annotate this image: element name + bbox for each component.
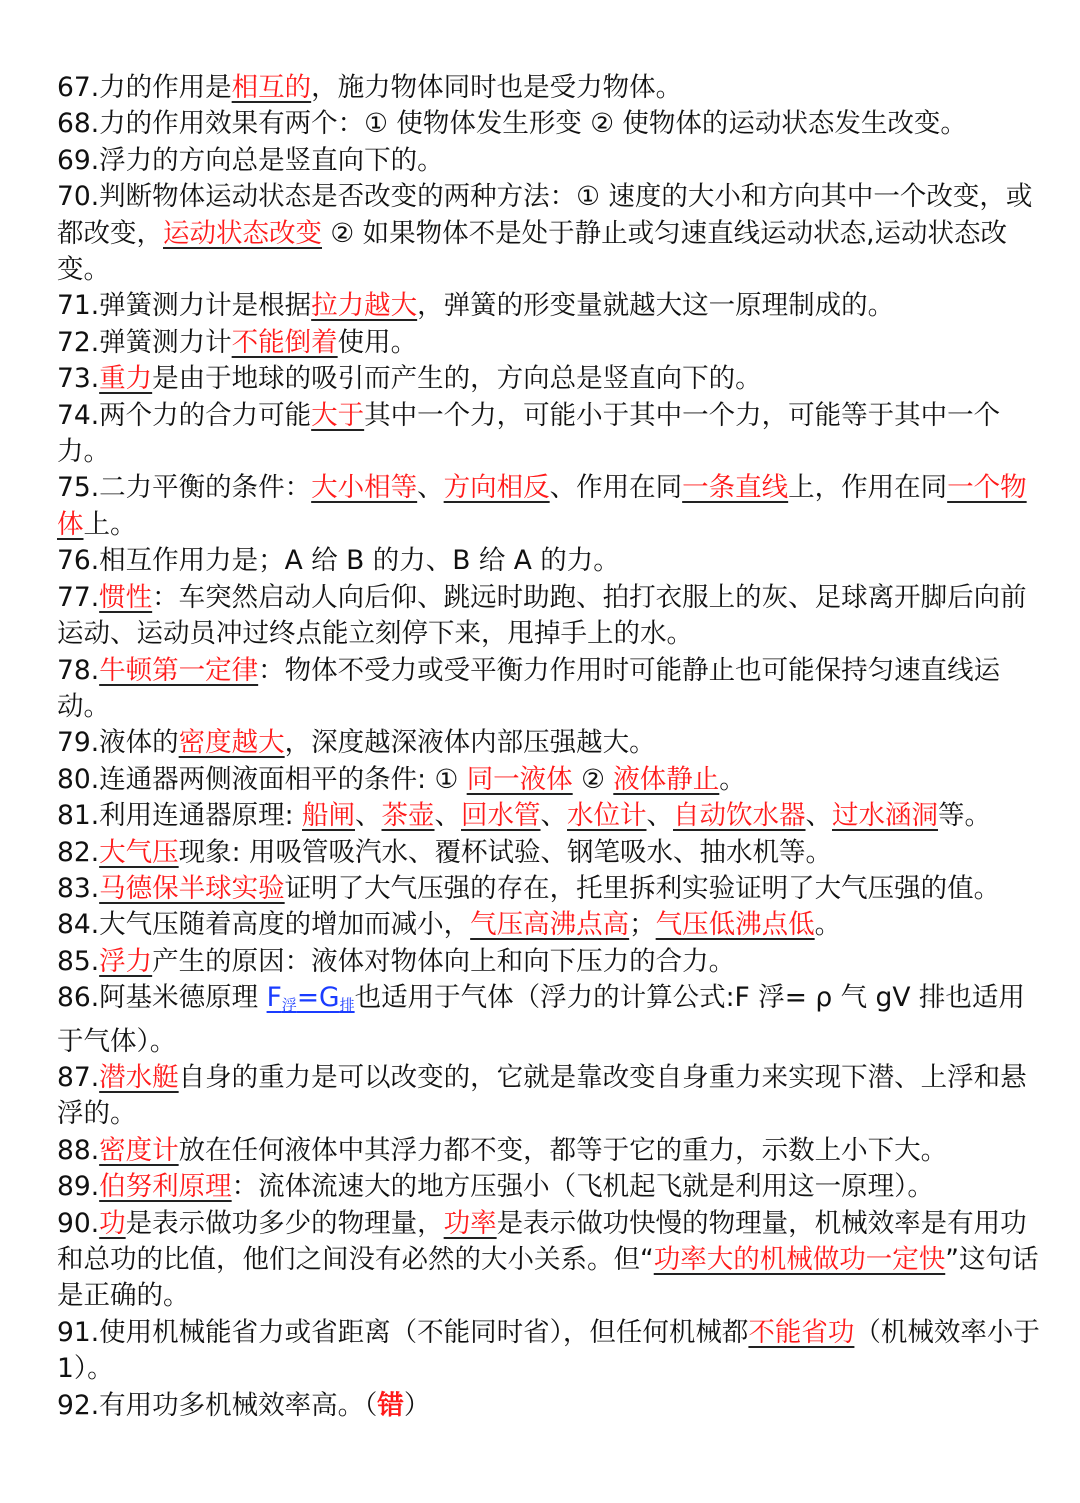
list-item-77 (57, 580, 1040, 653)
key-term: 马德保半球实验 (99, 872, 285, 904)
text-segment: ② 如果物体不是处于静止或匀速直线运动状态,运动状态改变。 (57, 217, 1008, 286)
key-term: 拉力越大 (311, 290, 418, 322)
text-segment: 现象: 用吸管吸汽水、覆杯试验、钢笔吸水、抽水机等。 (178, 836, 833, 868)
list-item-91 (57, 1315, 1040, 1388)
text-segment: 使用。 (337, 326, 418, 358)
key-term: 潜水艇 (99, 1061, 179, 1093)
text-segment: ，深度越深液体内部压强越大。 (284, 727, 656, 759)
list-item-85 (57, 944, 1040, 980)
list-item-86 (57, 980, 1040, 1060)
list-item-81 (57, 798, 1040, 834)
text-segment: 92.有用功多机械效率高。（ (57, 1389, 378, 1421)
key-term: 重力 (99, 363, 153, 395)
text-segment: 等。 (938, 800, 991, 832)
text-segment: 82. (57, 836, 100, 868)
text-segment: 72.弹簧测力计 (57, 326, 232, 358)
list-item-83 (57, 871, 1040, 907)
list-item-87 (57, 1060, 1040, 1133)
key-term: 密度计 (99, 1134, 179, 1166)
key-term: 船闸 (302, 800, 355, 832)
text-segment: 70.判断物体运动状态是否改变的两种方法：① 速度的大小和方向其中一个改变，或都改变， (57, 181, 1033, 249)
text-segment: 也适用于气体（浮力的计算公式:F 浮= ρ 气 gV 排也适用于气体）。 (57, 982, 1025, 1057)
key-term: 同一液体 (466, 763, 573, 795)
key-term: 大气压 (99, 836, 179, 868)
list-item-89 (57, 1169, 1040, 1205)
text-segment: 89. (57, 1171, 100, 1203)
list-item-78 (57, 653, 1040, 726)
text-segment: （机械效率小于 1）。 (57, 1316, 1040, 1385)
text-segment: ，弹簧的形变量就越大这一原理制成的。 (417, 290, 895, 322)
text-segment: 、 (646, 800, 673, 832)
key-term: 茶壶 (381, 800, 435, 832)
list-item-74 (57, 398, 1040, 471)
key-term: 密度越大 (178, 727, 285, 759)
list-item-73 (57, 361, 1040, 397)
text-segment: ：物体不受力或受平衡力作用时可能静止也可能保持匀速直线运动。 (57, 654, 1001, 722)
text-segment: 。 (719, 763, 746, 795)
text-segment: 80.连通器两侧液面相平的条件: ① (57, 763, 467, 795)
text-segment: 79.液体的 (57, 727, 179, 759)
list-item-67 (57, 70, 1040, 106)
key-term: 大于 (311, 399, 365, 431)
text-segment: 68.力的作用效果有两个：① 使物体发生形变 ② 使物体的运动状态发生改变。 (57, 108, 967, 140)
list-item-92 (57, 1388, 1040, 1424)
text-segment: 、 (805, 800, 832, 832)
list-item-88 (57, 1133, 1040, 1169)
list-item-70 (57, 179, 1040, 288)
text-segment: 其中一个力，可能小于其中一个力，可能等于其中一个力。 (57, 399, 1001, 468)
text-segment: 88. (57, 1134, 100, 1166)
text-segment: ：车突然启动人向后仰、跳远时助跑、拍打衣服上的灰、足球离开脚后向前运动、运动员冲过终点能立刻停下来，甩掉手上的水。 (57, 581, 1027, 650)
key-term: 水位计 (567, 800, 647, 832)
text-segment: 。 (814, 909, 842, 941)
text-segment: 产生的原因：液体对物体向上和向下压力的合力。 (152, 945, 736, 977)
text-segment: 、作用在同 (549, 472, 683, 504)
key-term: 过水涵洞 (832, 800, 938, 832)
key-term: 液体静止 (613, 763, 720, 795)
text-segment: 放在任何液体中其浮力都不变，都等于它的重力，示数上小下大。 (178, 1134, 948, 1166)
key-term: 牛顿第一定律 (99, 654, 259, 686)
key-term: 回水管 (461, 800, 541, 832)
text-segment: ，施力物体同时也是受力物体。 (311, 72, 683, 103)
key-term: 伯努利原理 (99, 1171, 232, 1203)
text-segment: 67.力的作用是 (57, 72, 232, 103)
text-segment: 87. (57, 1061, 100, 1093)
key-term: 浮力 (99, 945, 153, 977)
text-segment: 83. (57, 872, 100, 904)
text-segment: 86.阿基米德原理 (57, 982, 267, 1014)
text-segment: ② (572, 763, 614, 795)
text-segment: 85. (57, 945, 100, 977)
text-segment: 84.大气压随着高度的增加而减小， (57, 909, 471, 941)
text-segment: 71.弹簧测力计是根据 (57, 290, 312, 322)
text-segment: 75.二力平衡的条件： (57, 472, 312, 504)
text-segment: 74.两个力的合力可能 (57, 399, 312, 431)
key-term: 气压低沸点低 (655, 909, 815, 941)
key-term: 不能倒着 (231, 326, 338, 358)
key-term: 功率 (443, 1207, 497, 1239)
text-segment: ：流体流速大的地方压强小（飞机起飞就是利用这一原理）。 (231, 1171, 934, 1203)
text-segment: 证明了大气压强的存在，托里拆利实验证明了大气压强的值。 (284, 872, 1001, 904)
key-term: 功 (99, 1207, 126, 1239)
text-segment: 91.使用机械能省力或省距离（不能同时省），但任何机械都 (57, 1316, 749, 1348)
key-term: 大小相等 (311, 472, 418, 504)
list-item-71 (57, 288, 1040, 324)
text-segment: 自身的重力是可以改变的，它就是靠改变自身重力来实现下潜、上浮和悬浮的。 (57, 1061, 1027, 1130)
formula: $F_浮=G_排$ (266, 982, 355, 1015)
key-term: 运动状态改变 (163, 217, 322, 249)
key-term: 气压高沸点高 (470, 909, 630, 941)
key-term: 功率大的机械做功一定快 (653, 1244, 946, 1275)
text-segment: 是由于地球的吸引而产生的，方向总是竖直向下的。 (152, 363, 762, 395)
text-segment: 是表示做功快慢的物理量，机械效率是有用功和总功的比值，他们之间没有必然的大小关系。但“ (57, 1207, 1027, 1275)
text-segment: ） (403, 1389, 431, 1421)
text-segment: 69.浮力的方向总是竖直向下的。 (57, 144, 444, 176)
answer-mark: 错 (377, 1389, 404, 1421)
text-segment: 上。 (83, 508, 137, 540)
list-item-82 (57, 835, 1040, 871)
text-segment: 73. (57, 363, 100, 395)
key-term: 不能省功 (748, 1316, 855, 1348)
text-segment: 78. (57, 654, 100, 686)
text-segment: 76.相互作用力是；A 给 B 的力、B 给 A 的力。 (57, 545, 620, 577)
list-item-79 (57, 725, 1040, 761)
text-segment: 77. (57, 581, 100, 613)
list-item-80 (57, 762, 1040, 798)
text-segment: 是表示做功多少的物理量， (125, 1207, 444, 1239)
text-segment: ； (629, 909, 656, 941)
list-item-69 (57, 143, 1040, 179)
key-term: 相互的 (231, 72, 312, 103)
key-term: 一条直线 (682, 472, 789, 504)
list-item-90 (57, 1206, 1040, 1315)
text-segment: 、 (417, 472, 444, 504)
text-segment: 、 (434, 800, 461, 832)
key-term: 方向相反 (443, 472, 550, 504)
text-segment: 90. (57, 1207, 100, 1239)
list-item-84 (57, 907, 1040, 943)
key-term: 自动饮水器 (673, 800, 806, 832)
key-term: 一个物体 (57, 472, 1027, 540)
text-segment: ”这句话是正确的。 (57, 1244, 1039, 1312)
text-segment: 、 (355, 800, 382, 832)
list-item-68 (57, 106, 1040, 142)
list-item-75 (57, 470, 1040, 543)
text-segment: 81.利用连通器原理: (57, 800, 302, 832)
text-segment: 上，作用在同 (788, 472, 948, 504)
key-term: 惯性 (99, 581, 153, 613)
list-item-72 (57, 325, 1040, 361)
list-item-76 (57, 543, 1040, 579)
text-segment: 、 (540, 800, 567, 832)
